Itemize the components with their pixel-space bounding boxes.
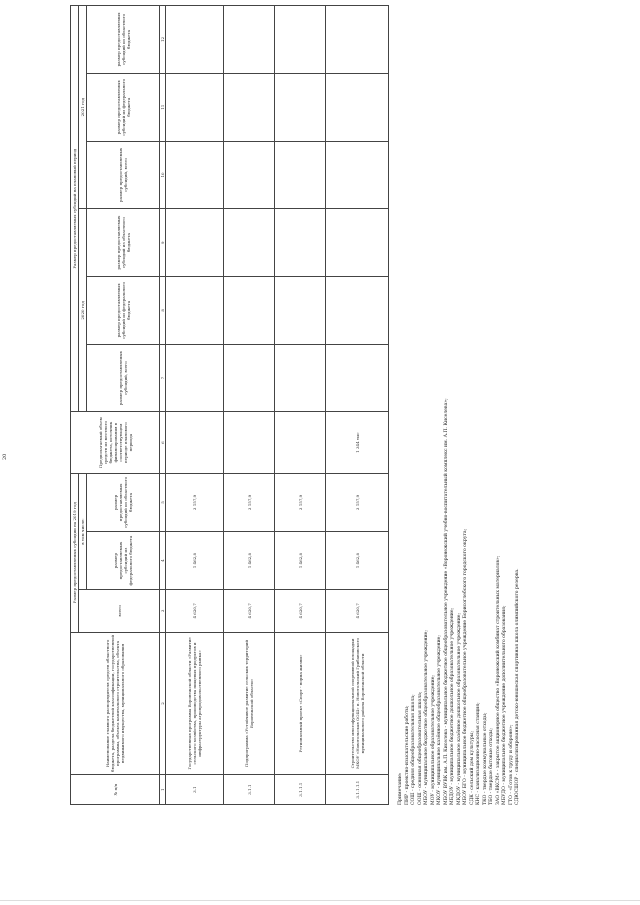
row-federal: 1 462,8	[224, 532, 275, 590]
empty-cell	[224, 344, 275, 412]
empty-cell	[326, 344, 389, 412]
note-line: МБОУ БГО - муниципальное бюджетное общеобразовательное учреждение Борисоглебского городского округа;	[463, 528, 469, 805]
empty-cell	[326, 6, 389, 74]
column-number: 9	[160, 209, 166, 277]
note-line: СДЮСШОР - специализированная детско-юношеская спортивная школа олимпийского резерва.	[515, 568, 521, 805]
row-regional: 3 157,9	[326, 473, 389, 531]
empty-cell	[275, 6, 326, 74]
column-number: 3	[160, 590, 166, 632]
header-year-2020: 2020 год	[79, 209, 87, 412]
empty-cell	[166, 277, 224, 345]
note-line: МКОУ - муниципальное казённое общеобразовательное учреждение;	[437, 635, 443, 805]
subsidy-table	[70, 5, 389, 805]
row-name: Региональный проект «Спорт - норма жизни»	[275, 632, 326, 775]
notes-block	[398, 205, 522, 805]
note-line: ООШ - основная общеобразовательная школа;	[417, 691, 423, 805]
empty-cell	[166, 6, 224, 74]
column-number: 12	[160, 6, 166, 74]
empty-cell	[224, 73, 275, 141]
row-total: 4 620,7	[166, 590, 224, 632]
empty-cell	[326, 209, 389, 277]
note-line: ЗАО «ВКСМ» - закрытое акционерное общество «Воронежский комбинат строительных материалов»;	[495, 555, 501, 805]
table-row	[166, 6, 224, 805]
empty-cell	[326, 73, 389, 141]
note-line: МБОУ - муниципальное бюджетное общеобразовательное учреждение;	[424, 630, 430, 805]
notes-title: Примечание:	[398, 772, 403, 805]
empty-cell	[275, 209, 326, 277]
row-name: Подпрограмма «Устойчивое развитие сельских территорий Воронежской области»	[224, 632, 275, 775]
row-total: 4 620,7	[275, 590, 326, 632]
note-line: ПИР - проектно-изыскательские работы;	[404, 705, 410, 805]
header-including: в том числе:	[79, 473, 87, 589]
column-number: 6	[160, 412, 166, 473]
table-row	[275, 6, 326, 805]
note-line: МОУ - муниципальное образовательное учреждение;	[430, 675, 436, 805]
table-row	[326, 6, 389, 805]
column-number: 1	[160, 775, 166, 805]
header-regional: размер предоставляемых субсидий из областного бюджета	[87, 473, 160, 531]
row-no: 3.1.1	[224, 775, 275, 805]
scan-edge	[0, 900, 640, 905]
row-federal: 1 462,8	[326, 532, 389, 590]
column-number: 10	[160, 141, 166, 209]
row-municipal	[275, 412, 326, 473]
empty-cell	[166, 141, 224, 209]
row-regional: 3 157,9	[275, 473, 326, 531]
header-2021-total: размер предоставляемых субсидий, всего	[87, 141, 160, 209]
header-2021-federal: размер предоставляемых субсидий из федерального бюджета	[87, 73, 160, 141]
column-number: 7	[160, 344, 166, 412]
note-line: СДК - сельский дом культуры;	[469, 730, 475, 805]
empty-cell	[224, 209, 275, 277]
note-line: МБУДО - муниципальное бюджетное учреждение дополнительного образования;	[502, 605, 508, 805]
header-2021-regional: размер предоставляемых субсидий из областного бюджета	[87, 6, 160, 74]
empty-cell	[166, 209, 224, 277]
header-2020-regional: размер предоставляемых субсидий из областного бюджета	[87, 209, 160, 277]
row-federal: 1 462,8	[166, 532, 224, 590]
empty-cell	[275, 277, 326, 345]
header-2020-total: размер предоставляемых субсидий, всего	[87, 344, 160, 412]
note-line: ГТО - «Готов к труду и обороне»;	[508, 724, 514, 805]
row-name: Государственная программа Воронежской области «Развитие сельского хозяйства, производства пищевых продуктов и инфраструктуры агропродовольственного рынка»	[166, 632, 224, 775]
empty-cell	[224, 141, 275, 209]
empty-cell	[224, 6, 275, 74]
column-number: 5	[160, 473, 166, 531]
row-regional: 3 157,9	[224, 473, 275, 531]
header-budget-2019: Размер предоставляемых субсидии на 2019 год	[71, 473, 79, 632]
header-row-1	[71, 6, 79, 805]
note-line: МБДОУ - муниципальное бюджетное дошкольное образовательное учреждение;	[450, 607, 456, 805]
empty-cell	[166, 344, 224, 412]
row-municipal: 1 344 тыс	[326, 412, 389, 473]
empty-cell	[326, 141, 389, 209]
header-federal: размер предоставляемых субсидий из федерального бюджета	[87, 532, 160, 590]
header-name: Наименование главного распорядителя средств областного бюджета, раздела бюджетной классификации, государственной программы, объекта капитального строительства, объекта недвижимого имущества, муниципального образования	[71, 632, 160, 775]
empty-cell	[326, 277, 389, 345]
header-total: всего	[79, 590, 160, 632]
row-federal: 1 462,8	[275, 532, 326, 590]
row-no: 3.1.1.1.1	[326, 775, 389, 805]
row-total: 4 620,7	[224, 590, 275, 632]
row-municipal	[224, 412, 275, 473]
empty-cell	[275, 344, 326, 412]
column-number: 2	[160, 632, 166, 775]
row-total: 4 620,7	[326, 590, 389, 632]
note-line: ТБО - твердые бытовые отходы;	[489, 728, 495, 805]
note-line: СОШ - средняя общеобразовательная школа;	[411, 694, 417, 805]
column-number: 8	[160, 277, 166, 345]
note-line: ТКО - твердые коммунальные отходы;	[482, 712, 488, 805]
row-name: Строительство многофункциональной спортивной площадки МКОУ «Новотольская ООШ» п. Новотольский Грибановского муниципального района Воронежской области	[326, 632, 389, 775]
row-municipal	[166, 412, 224, 473]
note-line: МКДОУ - муниципальное казённое дошкольное образовательное учреждение;	[456, 612, 462, 805]
note-line: КНС - канализационно-насосная станция;	[476, 702, 482, 805]
note-line: МБОУ ВУВК им. А.П. Киселева - муниципальное бюджетное общеобразовательное учреждение «Воронежский учебно-воспитательный комплекс им. А.П. Киселева»;	[443, 398, 449, 805]
column-number: 11	[160, 73, 166, 141]
row-no: 3.1	[166, 775, 224, 805]
empty-cell	[224, 277, 275, 345]
table-row	[224, 6, 275, 805]
empty-cell	[275, 73, 326, 141]
row-no: 3.1.1.1	[275, 775, 326, 805]
header-planned: Размер предоставляемых субсидий на плановый период	[71, 6, 79, 412]
column-number: 4	[160, 532, 166, 590]
header-municipal: Предполагаемый объем средств из местного бюджета, источник финансирования в соответствующем периоде планового периода	[71, 412, 160, 473]
row-regional: 3 157,9	[166, 473, 224, 531]
page-number: 20	[2, 453, 8, 460]
header-no: № п/п	[71, 775, 160, 805]
header-2020-federal: размер предоставляемых субсидий из федерального бюджета	[87, 277, 160, 345]
header-year-2021: 2021 год	[79, 6, 87, 209]
empty-cell	[166, 73, 224, 141]
empty-cell	[275, 141, 326, 209]
